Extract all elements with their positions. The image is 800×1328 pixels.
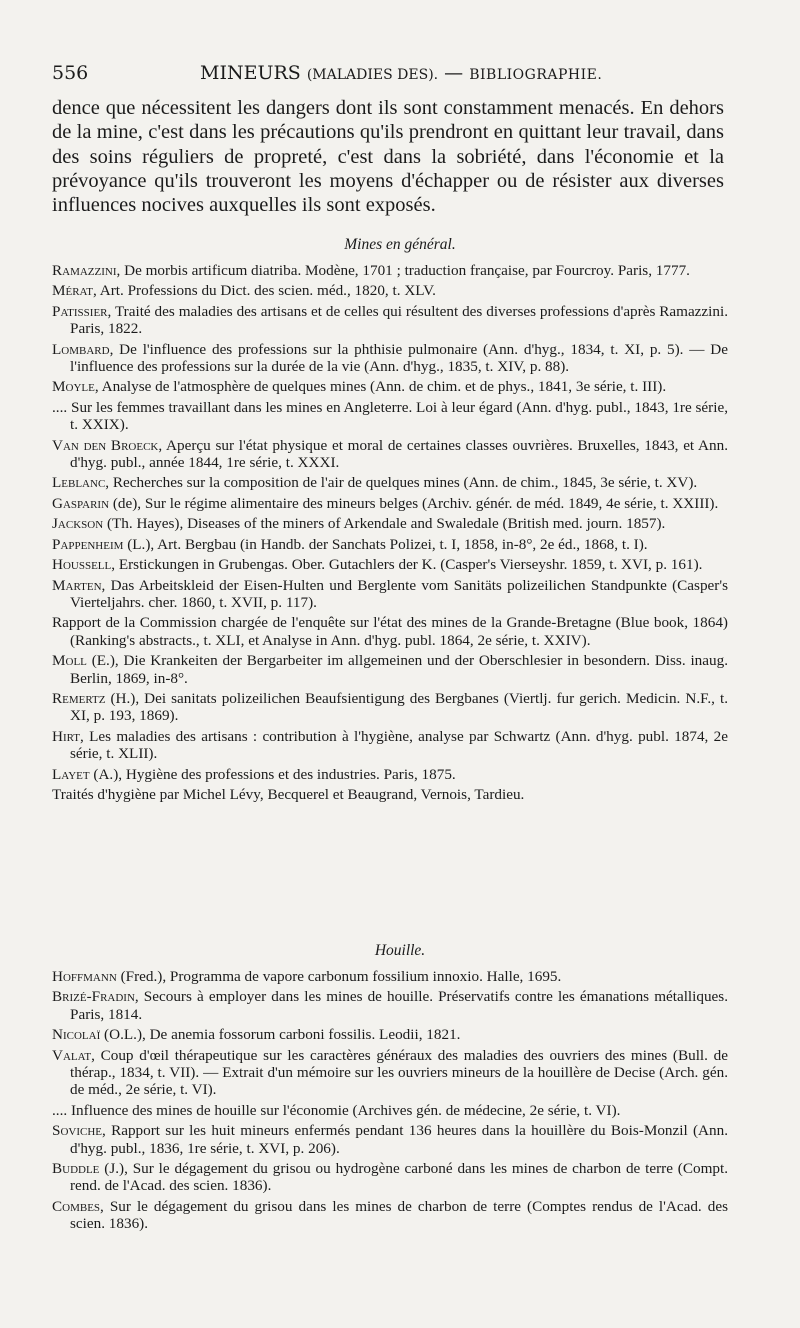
reference-text: Sur les femmes travaillant dans les mines en Angleterre. Loi à leur égard (Ann. d'hyg. publ., 1843, 1re série, t. XXIX). (67, 398, 728, 434)
reference-entry (52, 495, 728, 512)
section-title-houille: Houille. (374, 942, 426, 959)
section-title-mines-general: Mines en général. (344, 236, 456, 253)
reference-author: Leblanc (52, 474, 106, 492)
reference-text: (Th. Hayes), Diseases of the miners of Arkendale and Swaledale (British med. journ. 1857). (103, 515, 666, 533)
reference-entry (52, 399, 728, 434)
reference-entry (52, 1026, 728, 1043)
reference-text: , Coup d'œil thérapeutique sur les caractères généraux des maladies des ouvriers des mines (Bull. de thérap., 1834, t. VII). — Extrait d'un mémoire sur les ouvriers mineurs de la houillère de Decise (Arch. gén. de méd., 2e série, t. VI). (70, 1046, 728, 1099)
reference-author: Buddle (52, 1160, 100, 1178)
reference-entry (52, 988, 728, 1023)
reference-text: (Fred.), Programma de vapore carbonum fossilium innoxio. Halle, 1695. (116, 968, 562, 985)
reference-text: , De morbis artificum diatriba. Modène, 1701 ; traduction française, par Fourcroy. Paris, 1777. (116, 262, 690, 279)
reference-author: Gasparin (52, 494, 110, 512)
reference-entry (52, 262, 728, 279)
reference-text: , Recherches sur la composition de l'air de quelques mines (Ann. de chim., 1845, 3e série, t. XV). (105, 474, 698, 492)
reference-text: , Das Arbeitskleid der Eisen-Hulten und Berglente vom Sanitäts polizeilichen Standpunkte (Casper's Vierteljahrs. cher. 1860, t. XVII, p. 117). (70, 576, 728, 611)
reference-text: , Secours à employer dans les mines de houille. Préservatifs contre les émanations métalliques. Paris, 1814. (70, 988, 728, 1023)
reference-author: Hirt (52, 727, 81, 745)
reference-author: Lombard (52, 340, 110, 358)
reference-author: Combes (52, 1197, 101, 1215)
reference-entry (52, 282, 728, 299)
reference-author: Ramazzini (52, 262, 117, 279)
reference-author: Moyle (52, 378, 95, 396)
reference-entry (52, 1102, 728, 1119)
reference-entry (52, 1198, 728, 1233)
reference-text: , Analyse de l'atmosphère de quelques mines (Ann. de chim. et de phys., 1841, 3e série, t. III). (94, 378, 667, 396)
reference-author: Jackson (52, 515, 104, 533)
reference-list-mines-general (52, 262, 728, 806)
reference-entry (52, 474, 728, 491)
reference-author: Van den Broeck (52, 436, 159, 454)
running-title (200, 62, 602, 84)
reference-text: , Erstickungen in Grubengas. Ober. Gutachlers der K. (Casper's Vierseyshr. 1859, t. XVI, p. 161). (111, 556, 703, 574)
reference-author: Moll (52, 652, 87, 670)
reference-text: , Traité des maladies des artisans et de celles qui résultent des diverses professions d'après Ramazzini. Paris, 1822. (70, 302, 728, 338)
reference-author: Houssell (52, 556, 112, 574)
reference-entry (52, 556, 728, 573)
reference-entry (52, 1160, 728, 1195)
running-title-dash: — (444, 62, 464, 84)
reference-author: Layet (52, 765, 90, 783)
reference-entry (52, 303, 728, 338)
reference-author: Pappenheim (52, 535, 124, 553)
reference-entry (52, 341, 728, 376)
reference-text: , Art. Professions du Dict. des scien. méd., 1820, t. XLV. (93, 282, 436, 300)
reference-text: (E.), Die Krankeiten der Bergarbeiter im allgemeinen und der Oberschlesier in besondern. Diss. inaug. Berlin, 1869, in-8°. (70, 652, 728, 687)
reference-entry (52, 786, 728, 803)
reference-text: (H.), Dei sanitats polizeilichen Beaufsientigung des Bergbanes (Viertlj. fur gerich. Medicin. N.F., t. XI, p. 193, 1869). (70, 689, 728, 725)
reference-entry (52, 766, 728, 783)
reference-author: .... (52, 1101, 68, 1119)
running-title-small: (MALADIES DES). (306, 67, 439, 83)
reference-text: , Rapport sur les huit mineurs enfermés pendant 136 heures dans la houillère du Bois-Monzil (Ann. d'hyg. publ., 1836, 1re série, t. XVI, p. 206). (70, 1122, 728, 1157)
reference-text: (L.), Art. Bergbau (in Handb. der Sanchats Polizei, t. I, 1858, in-8°, 2e éd., 1868, t. I). (123, 535, 648, 553)
running-title-section: BIBLIOGRAPHIE. (469, 67, 603, 83)
reference-text: Traités d'hygiène par Michel Lévy, Becquerel et Beaugrand, Vernois, Tardieu. (52, 785, 525, 803)
reference-author: Valat (52, 1046, 92, 1064)
intro-paragraph: dence que nécessitent les dangers dont ils sont constamment menacés. En dehors de la mine, c'est dans les précautions qu'ils prendront en quittant leur travail, dans des soins réguliers de propreté, c'est dans la sobriété, dans l'économie et la prévoyance qu'ils trouveront les moyens d'échapper ou de résister aux diverses influences nocives auxquelles ils sont exposés. (52, 97, 724, 217)
reference-entry (52, 437, 728, 472)
reference-author: Marten (52, 576, 102, 594)
reference-entry (52, 968, 728, 985)
reference-entry (52, 690, 728, 725)
reference-entry (52, 577, 728, 612)
reference-text: , Les maladies des artisans : contribution à l'hygiène, analyse par Schwartz (Ann. d'hyg. publ. 1874, 2e série, t. XLII). (70, 727, 728, 763)
reference-author: Nicolaï (52, 1026, 101, 1044)
reference-text: (de), Sur le régime alimentaire des mineurs belges (Archiv. génér. de méd. 1849, 4e série, t. XXIII). (109, 494, 719, 512)
running-title-main: MINEURS (200, 62, 301, 84)
reference-entry (52, 515, 728, 532)
reference-entry (52, 1047, 728, 1099)
reference-entry (52, 728, 728, 763)
reference-text: (O.L.), De anemia fossorum carboni fossilis. Leodii, 1821. (100, 1026, 461, 1044)
reference-entry (52, 652, 728, 687)
reference-author: Remertz (52, 689, 106, 707)
reference-text: (A.), Hygiène des professions et des industries. Paris, 1875. (89, 765, 456, 783)
reference-text: Rapport de la Commission chargée de l'enquête sur l'état des mines de la Grande-Bretagne (Blue book, 1864) (Ranking's abstracts., t. XLI, et Analyse in Ann. d'hyg. publ. 1864, 2e série, t. XXIV). (52, 614, 728, 649)
reference-author: Brizé-Fradin (52, 988, 135, 1006)
reference-entry (52, 1122, 728, 1157)
reference-author: Soviche (52, 1122, 102, 1140)
page-number: 556 (52, 62, 89, 84)
reference-entry (52, 378, 728, 395)
reference-text: , Aperçu sur l'état physique et moral de certaines classes ouvrières. Bruxelles, 1843, et Ann. d'hyg. publ., année 1844, 1re série, t. XXXI. (70, 436, 728, 472)
reference-text: Influence des mines de houille sur l'économie (Archives gén. de médecine, 2e série, t. VI). (67, 1101, 621, 1119)
reference-entry (52, 614, 728, 649)
reference-author: .... (52, 398, 68, 416)
reference-entry (52, 536, 728, 553)
reference-text: (J.), Sur le dégagement du grisou ou hydrogène carboné dans les mines de charbon de terre (Compt. rend. de l'Acad. des scien. 1836). (70, 1160, 728, 1195)
reference-author: Hoffmann (52, 968, 117, 985)
reference-text: , Sur le dégagement du grisou dans les mines de charbon de terre (Comptes rendus de l'Acad. des scien. 1836). (70, 1197, 728, 1233)
reference-text: , De l'influence des professions sur la phthisie pulmonaire (Ann. d'hyg., 1834, t. XI, p. 5). — De l'influence des professions sur la durée de la vie (Ann. d'hyg., 1835, t. XIV, p. 88). (70, 340, 728, 376)
reference-author: Mérat (52, 282, 94, 300)
reference-author: Patissier (52, 302, 108, 320)
reference-list-houille (52, 968, 728, 1236)
running-header (52, 62, 732, 86)
